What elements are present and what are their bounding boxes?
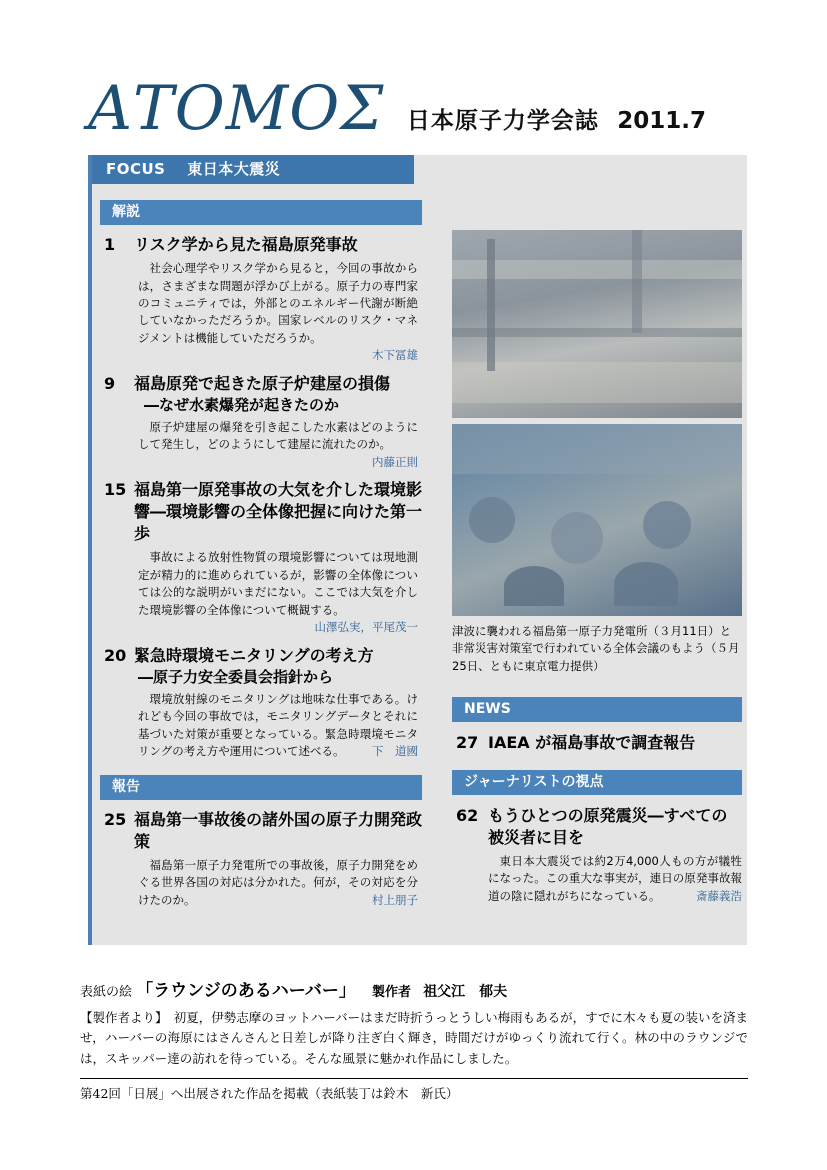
toc-entry-head bbox=[100, 809, 424, 853]
toc-title: リスク学から見た福島原発事故 bbox=[134, 235, 358, 254]
toc-title: 福島第一事故後の諸外国の原子力開発政策 bbox=[134, 809, 423, 851]
section-heading-houkoku: 報告 bbox=[100, 775, 422, 800]
contents-panel bbox=[88, 155, 747, 945]
photo-caption: 津波に襲われる福島第一原子力発電所（３月11日）と非常災害対策室で行われている全体会議のもよう（５月25日、ともに東京電力提供） bbox=[452, 624, 740, 673]
photo-emergency-meeting bbox=[452, 424, 742, 616]
toc-abstract-text: 事故による放射性物質の環境影響については現地測定が精力的に進められているが，影響の全体像については公的な説明がいまだにない。ここでは大気を介した環境影響の全体像について概観する。 bbox=[138, 550, 418, 617]
toc-page-number: 9 bbox=[104, 373, 116, 393]
photo-tsunami-plant bbox=[452, 230, 742, 418]
toc-page-number: 25 bbox=[104, 809, 127, 829]
toc-entry[interactable] bbox=[452, 805, 742, 849]
toc-author: 斎藤義浩 bbox=[696, 888, 742, 903]
toc-entry[interactable] bbox=[100, 479, 432, 636]
issue-date: 2011.7 bbox=[617, 108, 707, 134]
toc-entry-head bbox=[100, 645, 424, 667]
cover-note-body: 【製作者より】 初夏，伊勢志摩のヨットハーバーはまだ時折うっとうしい梅雨もあるが，すでに木々も夏の装いを済ませ，ハーバーの海原にはさんさんと日差しが降り注ぎ白く輝き，時間だけがゆっくり流れて行く。林の中のラウンジでは，スキッパー達の訪れを待っている。そんな風景に魅かれ作品にしました。 bbox=[80, 1010, 749, 1066]
toc-abstract bbox=[100, 260, 424, 347]
toc-author: 内藤正則 bbox=[372, 454, 418, 469]
toc-subtitle: ―なぜ水素爆発が起きたのか bbox=[144, 395, 340, 414]
left-column bbox=[100, 200, 432, 917]
toc-entry[interactable] bbox=[100, 373, 432, 472]
toc-page-number: 20 bbox=[104, 645, 127, 665]
toc-author: 下 道國 bbox=[372, 744, 418, 759]
toc-title: もうひとつの原発震災―すべての被災者に目を bbox=[488, 805, 728, 847]
toc-abstract-text: 東日本大震災では約2万4,000人もの方が犠牲になった。この重大な事実が，連日の原発事故報道の陰に隠れがちになっている。 bbox=[488, 853, 742, 903]
toc-title: 福島第一原発事故の大気を介した環境影響―環境影響の全体像把握に向けた第一歩 bbox=[134, 480, 423, 544]
focus-bar bbox=[92, 155, 414, 184]
toc-entry-head bbox=[100, 479, 424, 545]
toc-entry-head bbox=[100, 373, 424, 395]
focus-title: 東日本大震災 bbox=[187, 160, 281, 178]
toc-entry[interactable] bbox=[452, 732, 742, 754]
toc-title: IAEA が福島事故で調査報告 bbox=[488, 732, 696, 752]
masthead bbox=[88, 73, 748, 146]
toc-abstract bbox=[100, 857, 424, 909]
toc-entry[interactable] bbox=[100, 234, 432, 365]
journal-name: 日本原子力学会誌 bbox=[406, 108, 599, 134]
masthead-right bbox=[389, 102, 706, 139]
cover-artwork-title: 「ラウンジのあるハーバー」 bbox=[136, 981, 356, 1001]
toc-abstract bbox=[452, 853, 742, 905]
toc-entry[interactable] bbox=[100, 645, 432, 761]
toc-author: 木下冨雄 bbox=[372, 348, 418, 363]
toc-page-number: 1 bbox=[104, 235, 116, 254]
right-column bbox=[452, 230, 742, 905]
toc-abstract bbox=[100, 691, 424, 761]
toc-author: 村上朋子 bbox=[372, 892, 418, 907]
cover-note-label: 表紙の絵 bbox=[80, 985, 133, 1000]
toc-abstract bbox=[100, 549, 424, 619]
cover-maker-name: 祖父江 郁夫 bbox=[423, 984, 508, 1000]
section-heading-news: NEWS bbox=[452, 697, 742, 722]
toc-title: 緊急時環境モニタリングの考え方 bbox=[134, 645, 374, 665]
journal-logo: ΑΤΟΜΟΣ bbox=[88, 73, 385, 144]
section-heading-journalist: ジャーナリストの視点 bbox=[452, 770, 742, 795]
cover-maker-label: 製作者 bbox=[372, 985, 412, 1000]
cover-title-line bbox=[80, 978, 748, 1005]
divider bbox=[80, 1078, 748, 1079]
toc-abstract-text: 福島第一原子力発電所での事故後，原子力開発をめぐる世界各国の対応は分かれた。何が，その対応を分けたのか。 bbox=[138, 857, 418, 907]
toc-page-number: 62 bbox=[456, 805, 479, 825]
toc-abstract bbox=[100, 419, 424, 454]
toc-page-number: 15 bbox=[104, 480, 127, 500]
toc-entry[interactable] bbox=[100, 809, 432, 910]
toc-page-number: 27 bbox=[456, 732, 479, 752]
cover-artwork-note bbox=[80, 978, 748, 1104]
toc-abstract-text: 環境放射線のモニタリングは地味な仕事である。けれども今回の事故では，モニタリングデータとそれに基づいた対策が重要となっている。緊急時環境モニタリングの考え方や運用について述べる。 bbox=[138, 691, 418, 759]
toc-title: 福島原発で起きた原子炉建屋の損傷 bbox=[134, 373, 391, 393]
toc-subtitle: ―原子力安全委員会指針から bbox=[138, 667, 334, 686]
section-heading-kaisetsu: 解説 bbox=[100, 200, 422, 225]
cover-note-footer: 第42回「日展」へ出展された作品を掲載（表紙装丁は鈴木 新氏） bbox=[80, 1085, 459, 1101]
toc-author: 山澤弘実，平尾茂一 bbox=[314, 620, 418, 635]
toc-abstract-text: 原子炉建屋の爆発を引き起こした水素はどのようにして発生し，どのようにして建屋に流れたのか。 bbox=[138, 420, 418, 452]
focus-label: FOCUS bbox=[106, 160, 166, 178]
toc-entry-head bbox=[100, 234, 424, 256]
toc-abstract-text: 社会心理学やリスク学から見ると，今回の事故からは，さまざまな問題が浮かび上がる。原子力の専門家のコミュニティでは，外部とのエネルギー代謝が断絶していなかっただろうか。国家レベルのリスク・マネジメントは機能していただろうか。 bbox=[138, 261, 418, 345]
